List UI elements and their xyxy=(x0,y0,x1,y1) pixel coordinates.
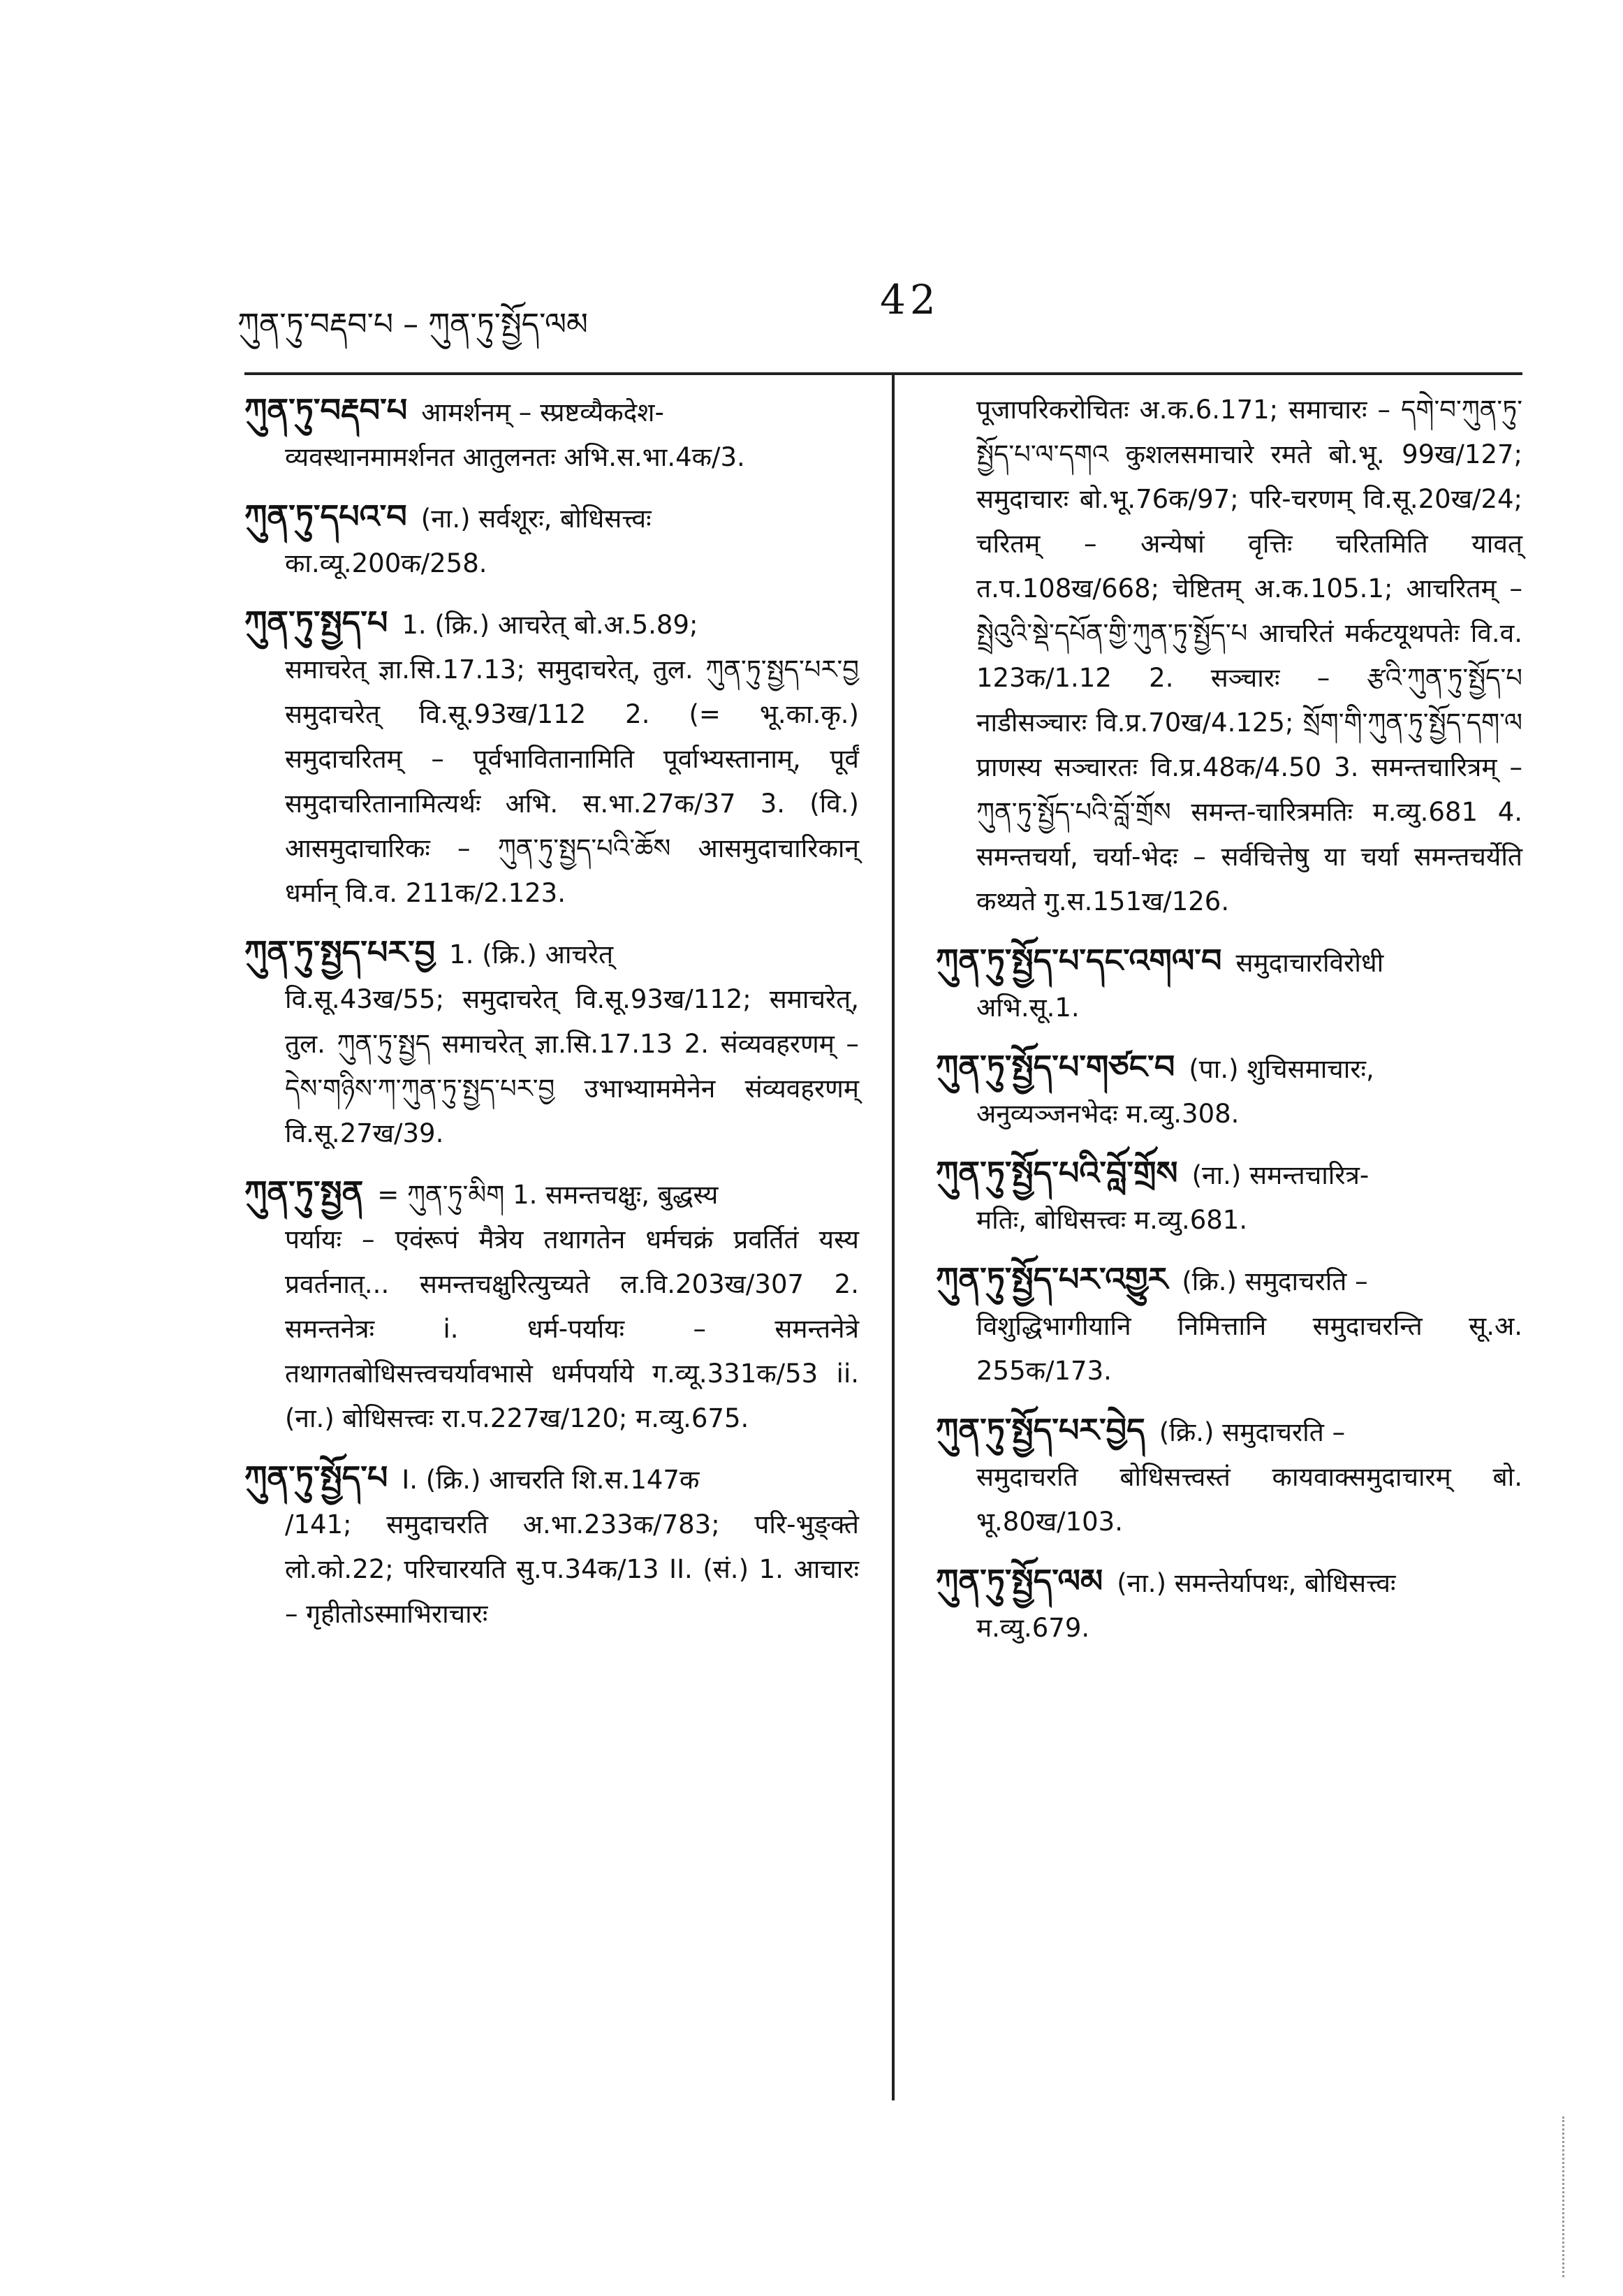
dictionary-entry xyxy=(936,1150,1522,1243)
entry-gloss: समुदाचारविरोधी xyxy=(1235,948,1384,978)
entry-headword: ཀུན་ཏུ་སྤྱོད་པ་གཙང་བ xyxy=(936,1048,1175,1085)
running-head: ཀུན་ཏུ་བརྡབ་པ – ཀུན་ཏུ་སྤྱོད་ལམ xyxy=(237,307,588,342)
entry-gloss: (पा.) शुचिसमाचारः, xyxy=(1189,1054,1374,1084)
dictionary-entry xyxy=(936,938,1522,1030)
dictionary-entry xyxy=(936,1558,1522,1651)
dictionary-entry xyxy=(244,494,859,586)
entry-gloss: (क्रि.) समुदाचरति – xyxy=(1182,1266,1368,1296)
entry-gloss: (ना.) समन्तचारित्र- xyxy=(1191,1160,1369,1190)
entry-gloss: 1. (क्रि.) आचरेत् xyxy=(449,939,614,970)
dictionary-entry xyxy=(244,1455,859,1637)
dictionary-entry-continued xyxy=(936,388,1522,924)
entry-gloss: I. (क्रि.) आचरति शि.स.147क xyxy=(402,1465,700,1495)
entry-headword: ཀུན་ཏུ་སྤྱོད་པ་དང་འགལ་བ xyxy=(936,942,1222,979)
entry-headword: ཀུན་ཏུ་སྤྱད་པར་བྱ xyxy=(244,933,436,971)
dictionary-entry xyxy=(936,1044,1522,1136)
entry-gloss: (ना.) सर्वशूरः, बोधिसत्त्वः xyxy=(420,504,652,534)
entry-gloss: = ཀུན་ཏུ་མིག 1. समन्तचक्षुः, बुद्धस्य xyxy=(377,1180,719,1210)
entry-body: पूजापरिकरोचितः अ.क.6.171; समाचारः – དགེ་བ་ཀུན་ཏུ་སྤྱོད་པ་ལ་དགའ कुशलसमाचारे रमते बो.भू. 99ख/127; समुदाचारः बो.भू.76क/97; परि-चरणम् वि.सू.20ख/24; चरितम् – अन्येषां वृत्तिः चरितमिति यावत् त.प.108ख/668; चेष्टितम् अ.क.105.1; आचरितम् – སྤྲེའུའི་སྡེ་དཔོན་གྱི་ཀུན་ཏུ་སྤྱོད་པ आचरितं मर्कटयूथपतेः वि.व. 123क/1.12 2. सञ्चारः – རྩའི་ཀུན་ཏུ་སྤྱོད་པ नाडीसञ्चारः वि.प्र.70ख/4.125; སྲོག་གི་ཀུན་ཏུ་སྤྱོད་དག་ལ प्राणस्य सञ्चारतः वि.प्र.48क/4.50 3. समन्तचारित्रम् – ཀུན་ཏུ་སྤྱོད་པའི་བློ་གྲོས समन्त-चारित्रमतिः म.व्यु.681 4. समन्तचर्या, चर्या-भेदः – सर्वचित्तेषु या चर्या समन्तचर्येति कथ्यते गु.स.151ख/126. xyxy=(976,395,1522,916)
entry-body: समाचरेत् ज्ञा.सि.17.13; समुदाचरेत्, तुल. ཀུན་ཏུ་སྤྱད་པར་བྱ समुदाचरेत् वि.सू.93ख/112 2. (= भू.का.कृ.) समुदाचरितम् – पूर्वभावितानामिति पूर्वाभ्यस्तानाम्, पूर्वं समुदाचरितानामित्यर्थः अभि. स.भा.27क/37 3. (वि.) आसमुदाचारिकः – ཀུན་ཏུ་སྤྱད་པའི་ཆོས आसमुदाचारिकान् धर्मान् वि.व. 211क/2.123. xyxy=(285,655,859,908)
entry-body: मतिः, बोधिसत्त्वः म.व्यु.681. xyxy=(976,1205,1248,1235)
dictionary-entry xyxy=(936,1257,1522,1394)
header-rule xyxy=(244,372,1522,375)
right-column xyxy=(936,388,1522,1665)
entry-body: म.व्यु.679. xyxy=(976,1613,1090,1643)
entry-body: का.व्यू.200क/258. xyxy=(285,548,487,578)
entry-headword: ཀུན་ཏུ་སྤྱན xyxy=(244,1173,364,1211)
entry-body: वि.सू.43ख/55; समुदाचरेत् वि.सू.93ख/112; समाचरेत्, तुल. ཀུན་ཏུ་སྤྱད समाचरेत् ज्ञा.सि.17.13 2. संव्यवहरणम् – དེས་གཉིས་ཀ་ཀུན་ཏུ་སྤྱད་པར་བྱ उभाभ्याममेनेन संव्यवहरणम् वि.सू.27ख/39. xyxy=(285,984,859,1148)
entry-headword: ཀུན་ཏུ་བརྡབ་པ xyxy=(244,391,408,429)
entry-gloss: (क्रि.) समुदाचरति – xyxy=(1159,1417,1346,1447)
entry-headword: ཀུན་ཏུ་སྤྱོད་པ xyxy=(244,1458,388,1496)
column-divider xyxy=(892,375,895,2100)
entry-headword: ཀུན་ཏུ་དཔའ་བ xyxy=(244,497,407,535)
entry-headword: ཀུན་ཏུ་སྤྱོད་པའི་བློ་གྲོས xyxy=(936,1154,1178,1192)
dictionary-entry xyxy=(244,600,859,916)
entry-body: विशुद्धिभागीयानि निमित्तानि समुदाचरन्ति सू.अ. 255क/173. xyxy=(976,1311,1522,1386)
page-header xyxy=(237,276,1522,342)
entry-gloss: 1. (क्रि.) आचरेत् बो.अ.5.89; xyxy=(402,610,698,640)
dictionary-entry xyxy=(936,1407,1522,1544)
scan-edge-mark xyxy=(1562,2116,1570,2277)
entry-headword: ཀུན་ཏུ་སྤྱོད་པར་འགྱུར xyxy=(936,1260,1168,1298)
entry-body: व्यवस्थानमामर्शनत आतुलनतः अभि.स.भा.4क/3. xyxy=(285,442,745,472)
page-number: 42 xyxy=(880,276,940,323)
dictionary-entry xyxy=(244,1170,859,1441)
entry-headword: ཀུན་ཏུ་སྤྱོད་པར་བྱེད xyxy=(936,1411,1145,1449)
entry-body: समुदाचरति बोधिसत्त्वस्तं कायवाक्समुदाचारम् बो. भू.80ख/103. xyxy=(976,1462,1522,1537)
entry-body: /141; समुदाचरति अ.भा.233क/783; परि-भुङ्क्ते लो.को.22; परिचारयति सु.प.34क/13 II. (सं.) 1. आचारः – गृहीतोऽस्माभिराचारः xyxy=(285,1509,859,1629)
entry-body: अभि.सू.1. xyxy=(976,993,1080,1023)
dictionary-entry xyxy=(244,930,859,1156)
entry-gloss: (ना.) समन्तेर्यापथः, बोधिसत्त्वः xyxy=(1117,1568,1396,1598)
dictionary-entry xyxy=(244,388,859,480)
entry-body: पर्यायः – एवंरूपं मैत्रेय तथागतेन धर्मचक्रं प्रवर्तितं यस्य प्रवर्तनात्... समन्तचक्षुरित्युच्यते ल.वि.203ख/307 2. समन्तनेत्रः i. धर्म-पर्यायः – समन्तनेत्रे तथागतबोधिसत्त्वचर्यावभासे धर्मपर्याये ग.व्यू.331क/53 ii. (ना.) बोधिसत्त्वः रा.प.227ख/120; म.व्यु.675. xyxy=(285,1224,859,1433)
entry-gloss: आमर्शनम् – स्प्रष्टव्यैकदेश- xyxy=(421,397,664,427)
entry-body: अनुव्यञ्जनभेदः म.व्यु.308. xyxy=(976,1099,1240,1129)
entry-headword: ཀུན་ཏུ་སྤྱད་པ xyxy=(244,604,388,641)
entry-headword: ཀུན་ཏུ་སྤྱོད་ལམ xyxy=(936,1562,1103,1600)
left-column xyxy=(244,388,859,1651)
